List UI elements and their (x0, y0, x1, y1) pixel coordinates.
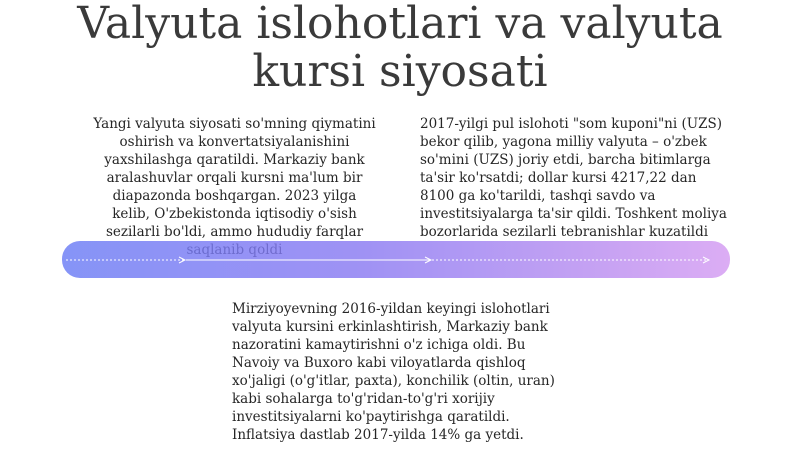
timeline-arrows (62, 241, 730, 278)
arrow-left (66, 257, 185, 263)
arrow-right (432, 257, 709, 263)
arrow-middle (186, 257, 431, 263)
title-line-1: Valyuta islohotlari va valyuta (77, 0, 723, 49)
paragraph-currency-policy: Yangi valyuta siyosati so'mning qiymatini oshirish va konvertatsiyalanishini yaxshilashga qaratildi. Markaziy bank aralashuvlar orqali kursni ma'lum bir diapazonda boshqargan. 2023 yilga kelib, O'zbekistonda iqtisodiy o'sish sezilarli bo'ldi, ammo hududiy farqlar (93, 116, 376, 240)
paragraph-mirziyoyev-reforms: Mirziyoyevning 2016-yildan keyingi islohotlari valyuta kursini erkinlashtirish, Markaziy bank nazoratini kamaytirishni o'z ichiga oldi. Bu Navoiy va Buxoro kabi viloyatlarda qishloq xo'jaligi (o'g'itlar, paxta), konchilik (oltin, uran) kabi sohalarga to'g'ridan-to'g'ri xorijiy investitsiyalarni ko'paytirishga qaratildi. Inflatsiya dastlab 2017-yilda 14% ga yetdi. (232, 301, 555, 443)
paragraph-2017-reform: 2017-yilgi pul islohoti "som kuponi"ni (UZS) bekor qilib, yagona milliy valyuta – o'zbek so'mini (UZS) joriy etdi, barcha bitimlarga ta'sir ko'rsatdi; dollar kursi 4217,22 dan 8100 ga ko'tarildi, tashqi savdo va investitsiyalarga ta'sir qildi. Toshkent moliya bozorlarida sezilarli tebranishlar kuzatildi (420, 116, 727, 240)
title-line-2: kursi siyosati (252, 46, 548, 97)
slide-title (0, 0, 800, 96)
